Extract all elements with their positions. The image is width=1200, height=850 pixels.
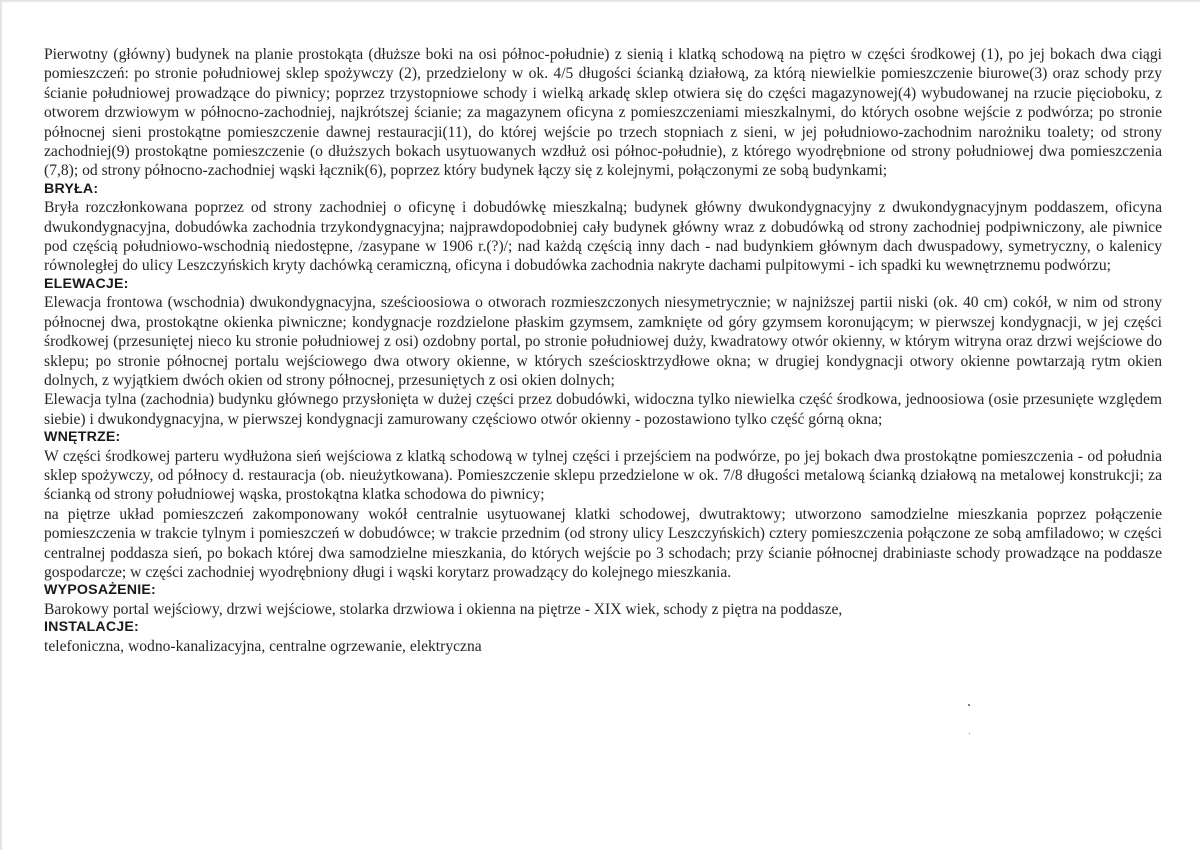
document-page	[44, 45, 1162, 656]
wnetrze-upper-floor-paragraph: na piętrze układ pomieszczeń zakomponowany wokół centralnie usytuowanej klatki schodowej, dwutraktowy; utworzono samodzielne mieszkania poprzez połączenie pomieszczenia w trakcie tylnym i pomieszczeń w dobudówce; w trakcie przednim (od strony ulicy Leszczyńskich) cztery pomieszczenia połączone ze sobą amfiladowo; w części centralnej poddasza sień, po bokach której dwa samodzielne mieszkania, do których wejście po 3 schodach; przy ścianie północnej drabiniaste schody prowadzące na poddasze gospodarcze; w części zachodniej wyodrębniony długi i wąski korytarz prowadzący do kolejnego mieszkania.	[44, 505, 1162, 581]
elewacje-front-paragraph: Elewacja frontowa (wschodnia) dwukondygnacyjna, sześcioosiowa o otworach rozmieszczonych niesymetrycznie; w najniższej partii niski (ok. 40 cm) cokół, w nim od strony północnej dwa, prostokątne okienka piwniczne; kondygnacje rozdzielone płaskim gzymsem, zamknięte od góry gzymsem koronującym; w pierwszej kondygnacji, w jej części środkowej (przesuniętej nieco ku stronie południowej z osi) ozdobny portal, po stronie południowej duży, kwadratowy otwór okienny, w którym witryna oraz drzwi wejściowe do sklepu; po stronie północnej portalu wejściowego dwa otwory okienne, w których sześciosktrzydłowe okna; w drugiej kondygnacji otwory okienne powtarzają rytm okien dolnych, z wyjątkiem dwóch okien od strony północnej, przesuniętych z osi okien dolnych;	[44, 294, 1162, 389]
section-heading-wyposazenie: WYPOSAŻENIE:	[44, 582, 156, 599]
scan-speck	[968, 704, 970, 706]
section-heading-wnetrze: WNĘTRZE:	[44, 429, 121, 446]
elewacje-rear-paragraph: Elewacja tylna (zachodnia) budynku głównego przysłonięta w dużej części przez dobudówki, widoczna tylko niewielka część środkowa, jednoosiowa (osie przesunięte względem siebie) i dwukondygnacyjna, w pierwszej kondygnacji zamurowany częściowo otwór okienny - pozostawiono tylko część górną okna;	[44, 391, 1162, 428]
wyposazenie-paragraph: Barokowy portal wejściowy, drzwi wejściowe, stolarka drzwiowa i okienna na piętrze - XIX wiek, schody z piętra na poddasze,	[44, 600, 843, 618]
scan-edge-top	[0, 0, 1200, 3]
bryla-paragraph: Bryła rozczłonkowana poprzez od strony zachodniej o oficynę i dobudówkę mieszkalną; budynek główny dwukondygnacyjny z dwukondygnacyjnym poddaszem, oficyna dwukondygnacyjna, dobudówka zachodnia trzykondygnacyjna; najprawdopodobniej cały budynek główny wraz z dobudówką od strony zachodniej podpiwniczony, ale piwnice pod częścią południowo-wschodnią niedostępne, /zasypane w 1906 r.(?)/; nad każdą częścią inny dach - nad budynkiem głównym dach dwuspadowy, symetryczny, o kalenicy równoległej do ulicy Leszczyńskich kryty dachówką ceramiczną, oficyna i dobudówka zachodnia nakryte dachami pulpitowymi - ich spadki ku wewnętrznemu podwórzu;	[44, 199, 1162, 275]
intro-paragraph: Pierwotny (główny) budynek na planie prostokąta (dłuższe boki na osi północ-południe) z sienią i klatką schodową na piętro w części środkowej (1), po jej bokach dwa ciągi pomieszczeń: po stronie południowej sklep spożywczy (2), przedzielony w ok. 4/5 długości ścianką działową, za którą niewielkie pomieszczenie biurowe(3) oraz schody przy ścianie południowej prowadzące do piwnicy; poprzez trzystopniowe schody i wielką arkadę sklep otwiera się do części magazynowej(4) wybudowanej na rzucie pięcioboku, z otworem drzwiowym w północno-zachodniej, najkrótszej ścianie; za magazynem oficyna z pomieszczeniami mieszkalnymi, do których osobne wejście z podwórza; po stronie północnej sieni prostokątne pomieszczenie dawnej restauracji(11), do której wejście po trzech stopniach z sieni, w jej południowo-zachodnim narożniku toalety; od strony zachodniej(9) prostokątne pomieszczenie (o dłuższych bokach usytuowanych wzdłuż osi północ-południe), z którego wyodrębnione od strony południowej dwa pomieszczenia (7,8); od strony północno-zachodniej wąski łącznik(6), poprzez który budynek łączy się z kolejnymi, połączonymi ze sobą budynkami;	[44, 46, 1162, 180]
instalacje-paragraph: telefoniczna, wodno-kanalizacyjna, centralne ogrzewanie, elektryczna	[44, 637, 482, 655]
section-heading-elewacje: ELEWACJE:	[44, 275, 129, 292]
scan-edge-left	[0, 0, 2, 850]
section-heading-bryla: BRYŁA:	[44, 180, 99, 197]
wnetrze-ground-floor-paragraph: W części środkowej parteru wydłużona sień wejściowa z klatką schodową w tylnej części i przejściem na podwórze, po jej bokach dwa prostokątne pomieszczenia - od południa sklep spożywczy, od północy d. restauracja (ob. nieużytkowana). Pomieszczenie sklepu przedzielone w ok. 7/8 długości metalową ścianką działową na metalowej konstrukcji; za ścianką od strony południowej wąska, prostokątna klatka schodowa do piwnicy;	[44, 447, 1162, 504]
section-heading-instalacje: INSTALACJE:	[44, 619, 139, 636]
scan-speck	[969, 733, 970, 734]
